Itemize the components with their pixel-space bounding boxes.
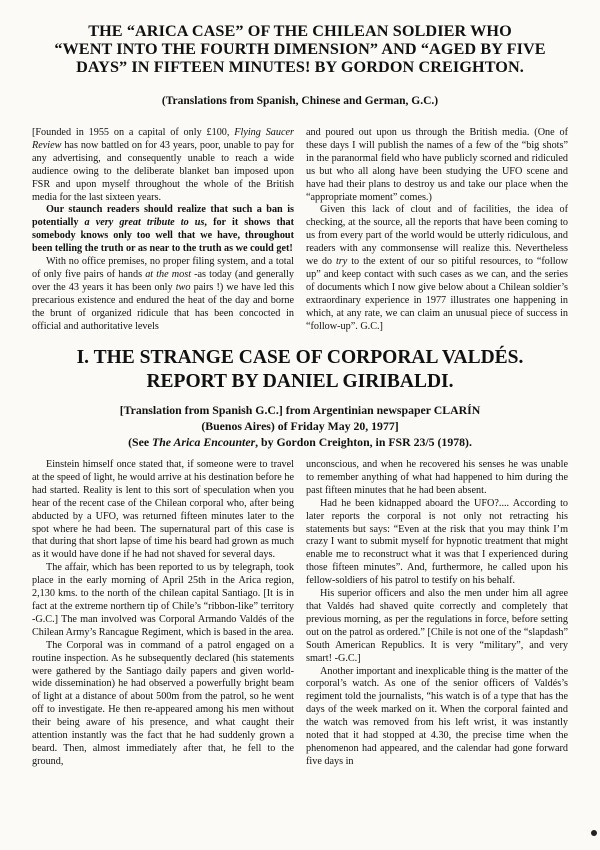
section-subtitle-line: (See The Arica Encounter, by Gordon Creighton, in FSR 23/5 (1978). bbox=[128, 435, 472, 449]
intro-right-column bbox=[306, 127, 568, 334]
body-paragraph: unconscious, and when he recovered his senses he was unable to remember anything of what had happened to him during the past fifteen minutes that he had been absent. bbox=[306, 459, 568, 496]
title-line: THE “ARICA CASE” OF THE CHILEAN SOLDIER WHO bbox=[88, 22, 512, 40]
intro-paragraph: and poured out upon us through the British media. (One of these days I will publish the names of a few of the “big shots” in the paranormal field who have publicly scorned and ridiculed us but who all along have been studying the UFO scene and have had their plans to destroy us and take our place when the “appropriate moment” comes.) bbox=[306, 127, 568, 203]
body-left-column bbox=[32, 459, 294, 769]
section-title-line: I. THE STRANGE CASE OF CORPORAL VALDÉS. bbox=[76, 347, 524, 368]
intro-paragraph-bold: Our staunch readers should realize that such a ban is potentially a very great tribute to us, for it shows that somebody knows only too well that we have, throughout been telling the truth or as near to the truth as we could get! bbox=[32, 204, 294, 255]
article-title bbox=[0, 22, 600, 76]
scan-speck bbox=[591, 830, 597, 836]
section-subtitle bbox=[0, 402, 600, 450]
intro-paragraph: Given this lack of clout and of facilities, the idea of checking, at the source, all the reports that have been coming to us from every part of the world would be utterly ridiculous, and readers with any commonsense will realize this. Nevertheless we do try to the extent of our so pitiful resources, to “follow up” and keep contact with such cases as we can, and the series of documents which I now give below about a Chilean soldier’s extraordinary experience in 1977 illustrates one happening in which, at any rate, we can claim an unusual piece of success in “follow-up”. G.C.] bbox=[306, 204, 568, 332]
section-title bbox=[0, 346, 600, 394]
body-paragraph: Another important and inexplicable thing is the matter of the corporal’s watch. As one of the senior officers of Valdés’s regiment told the journalists, “his watch is of a type that has the days of the week marked on it. When the corporal fainted and the watch was removed from his left wrist, it was instantly noted that it had stopped at 4.30, the precise time when the phenomenon had appeared, and the calendar had gone forward five days in bbox=[306, 665, 568, 767]
article-subtitle: (Translations from Spanish, Chinese and German, G.C.) bbox=[161, 95, 439, 107]
title-line: “WENT INTO THE FOURTH DIMENSION” AND “AGED BY FIVE bbox=[54, 40, 546, 58]
intro-left-column bbox=[32, 127, 294, 334]
body-paragraph: Had he been kidnapped aboard the UFO?.... According to later reports the corporal is not only not retracting his statements but says: “Even at the risk that you may think I’m crazy I want to submit myself for hypnotic treatment that might enable me to reconstruct what it was that I experienced during those fifteen minutes”. And, furthermore, he called upon his fellow-soldiers of his patrol to testify on his behalf. bbox=[306, 497, 568, 587]
body-paragraph: The affair, which has been reported to us by telegraph, took place in the early morning of April 25th in the Arica region, 2,130 kms. to the north of the chilean capital Santiago. [It is in fact at the extreme northern tip of Chile’s “ribbon-like” territory -G.C.] The man involved was Corporal Armando Valdés of the Chilean Army’s Rancague Regiment, which is based in the area. bbox=[32, 562, 294, 638]
section-subtitle-line: [Translation from Spanish G.C.] from Argentinian newspaper CLARÍN bbox=[119, 403, 481, 417]
title-line: DAYS” IN FIFTEEN MINUTES! BY GORDON CREIGHTON. bbox=[76, 58, 524, 76]
section-subtitle-line: (Buenos Aires) of Friday May 20, 1977] bbox=[201, 419, 399, 433]
section-title-line: REPORT BY DANIEL GIRIBALDI. bbox=[146, 371, 454, 392]
body-paragraph: The Corporal was in command of a patrol engaged on a routine inspection. As he subsequently declared (his statements were gathered by the Santiago daily papers and given world-wide dissemination) he had observed a powerfully bright beam of light at a distance of about 500m from the patrol, so he went off to investigate. He then re-appeared among his men without their being aware of his presence, and what caught their attention instantly was the fact that he had suddenly grown a beard. Then, almost immediately after that, he fell to the ground, bbox=[32, 639, 294, 767]
body-paragraph: Einstein himself once stated that, if someone were to travel at the speed of light, he would arrive at his destination before he had started. Reality is lent to this sort of speculation when you hear of the recent case of the Chilean corporal who, after being abducted by a UFO, was returned fifteen minutes later to the spot where he had been. The supernatural part of this case is that during that short lapse of time his beard had grown as much as it would have done if he had not shaved for several days. bbox=[32, 459, 294, 561]
intro-paragraph: [Founded in 1955 on a capital of only £100, Flying Saucer Review has now battled on for 43 years, poor, unable to pay for any advertising, and consequently unable to reach a wide audience owing to the deliberate blanket ban imposed upon FSR and upon myself throughout the whole of the British media for the last sixteen years. bbox=[32, 127, 294, 203]
body-paragraph: His superior officers and also the men under him all agree that Valdés had shaved quite correctly and completely that previous morning, as per the regulations in force, before setting out on the patrol as ordered.” [Chile is not one of the “slapdash” South American Republics. It is very “military”, and very smart! -G.C.] bbox=[306, 588, 568, 664]
body-right-column bbox=[306, 459, 568, 769]
intro-paragraph: With no office premises, no proper filing system, and a total of only five pairs of hands at the most -as today (and generally over the 43 years it has been only two pairs !) we have led this precarious existence and endured the heat of the day and borne the brunt of organized ridicule that has been concocted in official and authoritative levels bbox=[32, 256, 294, 332]
